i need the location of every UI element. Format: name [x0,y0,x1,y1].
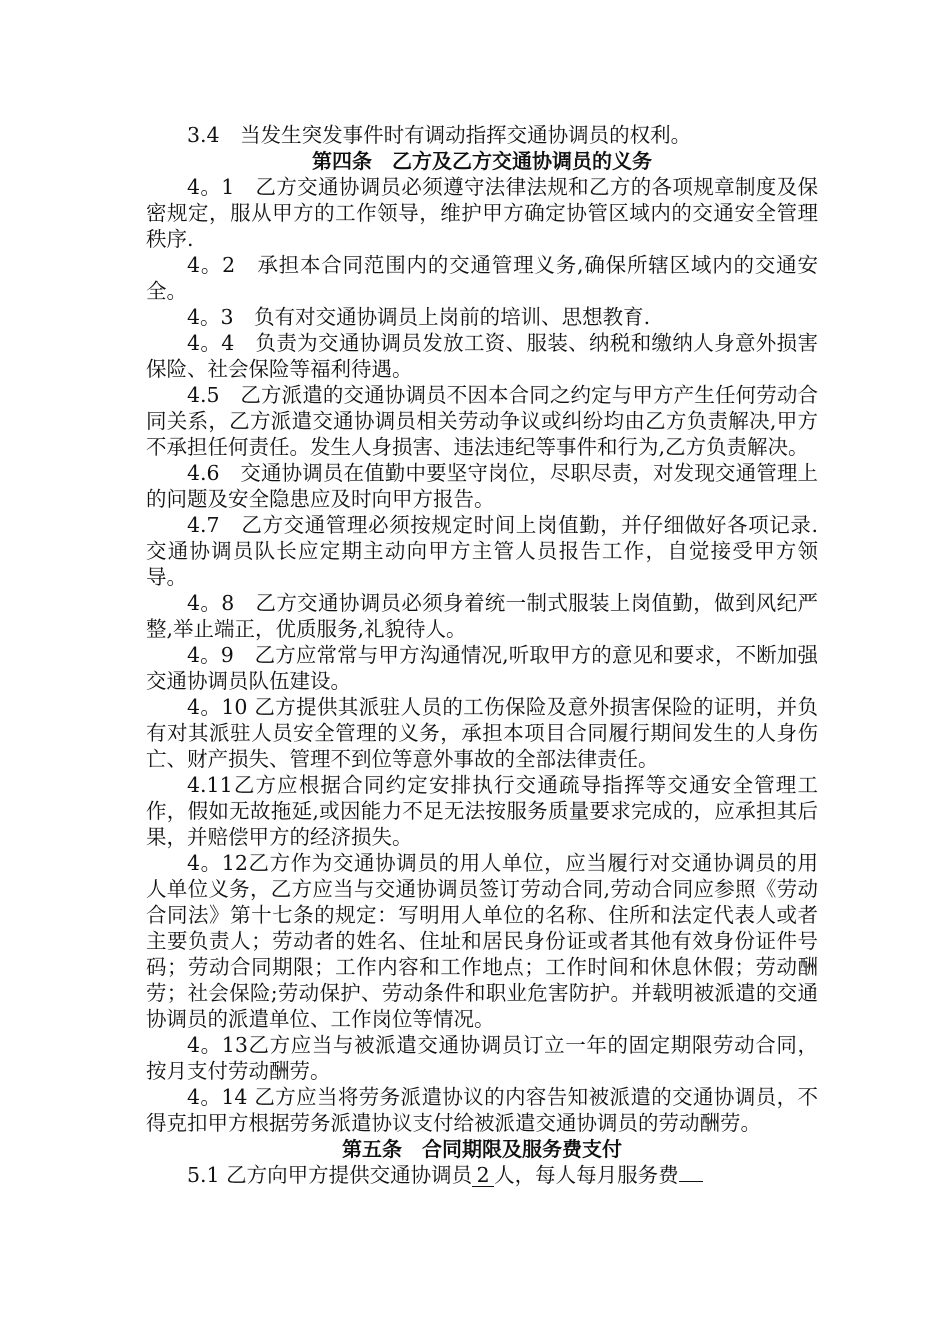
clause-5-1-suffix: 人，每人每月服务费 [494,1163,679,1187]
clause-4-9: 4。9 乙方应常常与甲方沟通情况,听取甲方的意见和要求，不断加强交通协调员队伍建设。 [146,643,818,693]
clause-3-4: 3.4 当发生突发事件时有调动指挥交通协调员的权利。 [187,123,692,147]
coordinator-count-blank: 2 [472,1164,494,1187]
clause-4-2: 4。2 承担本合同范围内的交通管理义务,确保所辖区域内的交通安全。 [146,253,818,303]
clause-4-6: 4.6 交通协调员在值勤中要坚守岗位，尽职尽责，对发现交通管理上的问题及安全隐患应及时向甲方报告。 [146,461,818,511]
clause-4-5: 4.5 乙方派遣的交通协调员不因本合同之约定与甲方产生任何劳动合同关系，乙方派遣交通协调员相关劳动争议或纠纷均由乙方负责解决,甲方不承担任何责任。发生人身损害、违法违纪等事件和行为,乙方负责解决。 [146,383,818,459]
clause-5-1 [146,1162,818,1188]
clause-5-1-prefix: 5.1 乙方向甲方提供交通协调员 [187,1163,473,1187]
clause-4-7: 4.7 乙方交通管理必须按规定时间上岗值勤，并仔细做好各项记录.交通协调员队长应定期主动向甲方主管人员报告工作，自觉接受甲方领导。 [146,513,818,589]
clause-4-11: 4.11乙方应根据合同约定安排执行交通疏导指挥等交通安全管理工作，假如无故拖延,或因能力不足无法按服务质量要求完成的，应承担其后果，并赔偿甲方的经济损失。 [146,773,818,849]
article-5-heading: 第五条 合同期限及服务费支付 [342,1137,622,1161]
clause-4-13: 4。13乙方应当与被派遣交通协调员订立一年的固定期限劳动合同，按月支付劳动酬劳。 [146,1033,818,1083]
clause-4-1: 4。1 乙方交通协调员必须遵守法律法规和乙方的各项规章制度及保密规定，服从甲方的工作领导，维护甲方确定协管区域内的交通安全管理秩序. [146,175,818,251]
article-4-heading: 第四条 乙方及乙方交通协调员的义务 [312,149,652,173]
clause-4-14: 4。14 乙方应当将劳务派遣协议的内容告知被派遣的交通协调员，不得克扣甲方根据劳务派遣协议支付给被派遣交通协调员的劳动酬劳。 [146,1085,818,1135]
document-body [146,122,818,1188]
clause-4-4: 4。4 负责为交通协调员发放工资、服装、纳税和缴纳人身意外损害保险、社会保险等福利待遇。 [146,331,818,381]
clause-4-3: 4。3 负有对交通协调员上岗前的培训、思想教育. [187,305,651,329]
clause-4-12: 4。12乙方作为交通协调员的用人单位，应当履行对交通协调员的用人单位义务，乙方应当与交通协调员签订劳动合同,劳动合同应参照《劳动合同法》第十七条的规定：写明用人单位的名称、住所和法定代表人或者主要负责人；劳动者的姓名、住址和居民身份证或者其他有效身份证件号码；劳动合同期限；工作内容和工作地点；工作时间和休息休假；劳动酬劳；社会保险;劳动保护、劳动条件和职业危害防护。并载明被派遣的交通协调员的派遣单位、工作岗位等情况。 [146,851,818,1031]
clause-4-8: 4。8 乙方交通协调员必须身着统一制式服装上岗值勤，做到风纪严整,举止端正，优质服务,礼貌待人。 [146,591,818,641]
clause-4-10: 4。10 乙方提供其派驻人员的工伤保险及意外损害保险的证明，并负有对其派驻人员安全管理的义务，承担本项目合同履行期间发生的人身伤亡、财产损失、管理不到位等意外事故的全部法律责任。 [146,695,818,771]
service-fee-blank [679,1181,703,1182]
